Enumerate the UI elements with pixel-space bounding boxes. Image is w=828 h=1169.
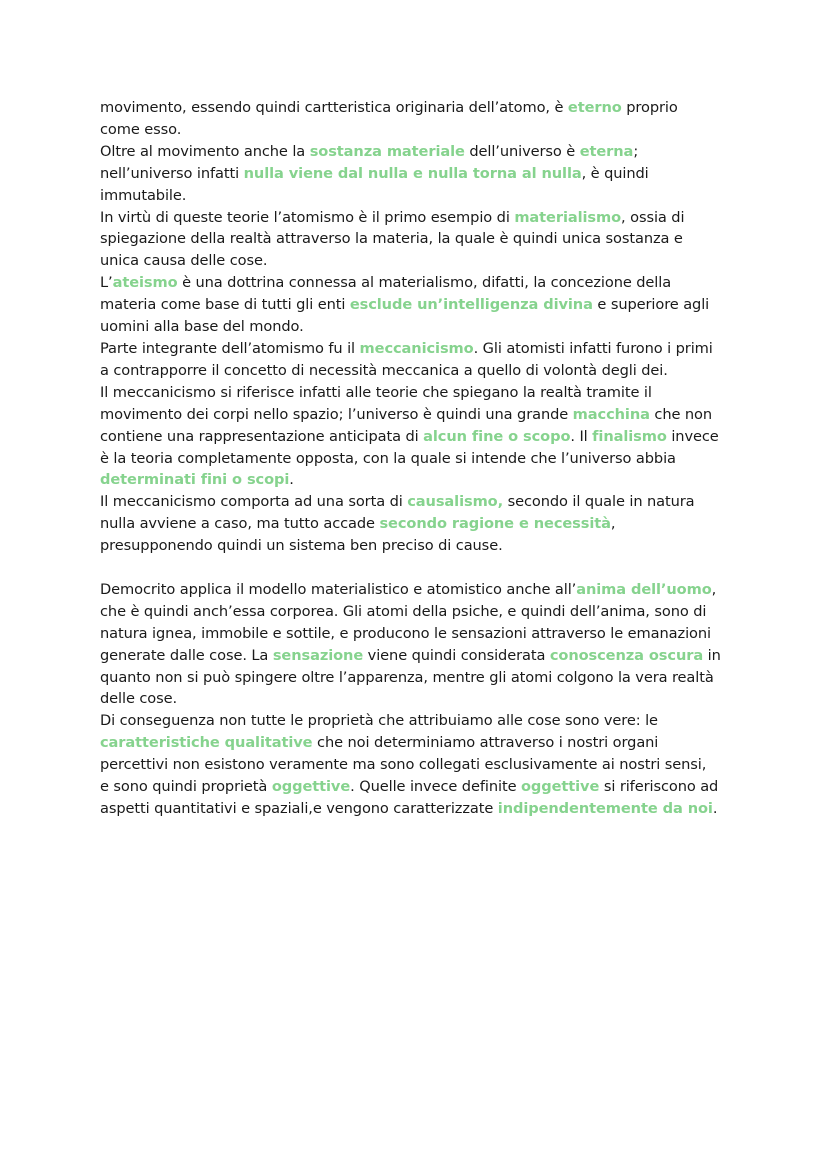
text-line: [100, 207, 740, 229]
text-line: [100, 491, 740, 513]
text-segment: unica causa delle cose.: [100, 252, 268, 270]
text-line: [100, 316, 740, 338]
text-segment: L’: [100, 274, 113, 292]
text-segment: contiene una rappresentazione anticipata di: [100, 427, 424, 445]
text-segment: Il meccanicismo si riferisce infatti alle teorie che spiegano la realtà tramite il: [100, 383, 652, 401]
text-segment: . Gli atomisti infatti furono i primi: [473, 339, 713, 357]
text-segment: dell’universo è: [464, 142, 580, 160]
highlighted-term: nulla viene dal nulla e nulla torna al nulla: [243, 164, 582, 182]
document-body: [100, 97, 740, 820]
text-line: [100, 579, 740, 601]
text-line: [100, 382, 740, 404]
text-segment: è una dottrina connessa al materialismo, difatti, la concezione della: [177, 274, 672, 292]
text-line: [100, 185, 740, 207]
text-line: [100, 426, 740, 448]
text-segment: movimento dei corpi nello spazio; l’universo è quindi una grande: [100, 405, 573, 423]
highlighted-term: sostanza materiale: [309, 142, 465, 160]
text-line: [100, 732, 740, 754]
text-segment: Democrito applica il modello materialistico e atomistico anche all’: [100, 580, 577, 598]
text-segment: spiegazione della realtà attraverso la materia, la quale è quindi unica sostanza e: [100, 230, 683, 248]
text-segment: Oltre al movimento anche la: [100, 142, 310, 160]
text-line: [100, 338, 740, 360]
text-line: [100, 667, 740, 689]
highlighted-term: meccanicismo: [359, 339, 474, 357]
text-segment: presupponendo quindi un sistema ben preciso di cause.: [100, 537, 503, 555]
text-segment: Di conseguenza non tutte le proprietà che attribuiamo alle cose sono vere: le: [100, 712, 658, 730]
text-segment: . Quelle invece definite: [350, 778, 521, 796]
highlighted-term: eterno: [567, 99, 622, 116]
text-segment: proprio: [621, 99, 678, 116]
text-line: [100, 294, 740, 316]
text-line: [100, 141, 740, 163]
text-line: [100, 404, 740, 426]
text-segment: e superiore agli: [592, 296, 710, 314]
highlighted-term: esclude un’intelligenza divina: [349, 296, 593, 314]
text-line: [100, 272, 740, 294]
text-line: [100, 601, 740, 623]
text-segment: . Il: [570, 427, 593, 445]
text-segment: , ossia di: [621, 208, 685, 226]
highlighted-term: alcun fine o scopo: [423, 427, 571, 445]
highlighted-term: causalismo,: [407, 493, 504, 511]
highlighted-term: sensazione: [272, 646, 364, 664]
highlighted-term: anima dell’uomo: [576, 580, 712, 598]
text-line: [100, 645, 740, 667]
highlighted-term: oggettive: [271, 778, 351, 796]
text-segment: nulla avviene a caso, ma tutto accade: [100, 515, 380, 533]
text-segment: in: [703, 646, 721, 664]
text-segment: come esso.: [100, 120, 182, 138]
text-segment: immutabile.: [100, 186, 187, 204]
text-segment: quanto non si può spingere oltre l’apparenza, mentre gli atomi colgono la vera realtà: [100, 668, 714, 686]
text-segment: .: [712, 799, 718, 817]
text-segment: secondo il quale in natura: [503, 493, 695, 511]
text-line: [100, 798, 740, 820]
text-segment: nell’universo infatti: [100, 164, 244, 182]
text-segment: percettivi non esistono veramente ma sono collegati esclusivamente ai nostri sensi,: [100, 756, 707, 774]
text-segment: che non: [649, 405, 713, 423]
text-line: [100, 448, 740, 470]
text-line: [100, 688, 740, 710]
text-line: [100, 513, 740, 535]
highlighted-term: ateismo: [112, 274, 178, 292]
text-line: [100, 710, 740, 732]
highlighted-term: secondo ragione e necessità: [379, 515, 611, 533]
text-segment: movimento, essendo quindi cartteristica originaria dell’atomo, è: [100, 99, 568, 116]
text-line: [100, 119, 740, 141]
text-line: [100, 535, 740, 557]
text-segment: ;: [633, 142, 639, 160]
highlighted-term: indipendentemente da noi: [497, 799, 713, 817]
text-segment: ,: [610, 515, 616, 533]
text-segment: , è quindi: [581, 164, 649, 182]
highlighted-term: determinati fini o scopi: [100, 471, 290, 489]
text-line: [100, 623, 740, 645]
text-segment: è la teoria completamente opposta, con la quale si intende che l’universo abbia: [100, 449, 676, 467]
highlighted-term: materialismo: [514, 208, 622, 226]
text-line: [100, 163, 740, 185]
text-line: [100, 97, 740, 119]
text-segment: Parte integrante dell’atomismo fu il: [100, 339, 360, 357]
text-segment: .: [289, 471, 294, 489]
text-segment: Il meccanicismo comporta ad una sorta di: [100, 493, 408, 511]
text-segment: natura ignea, immobile e sottile, e producono le sensazioni attraverso le emanazioni: [100, 624, 711, 642]
text-line: [100, 469, 740, 491]
text-segment: uomini alla base del mondo.: [100, 318, 304, 336]
text-segment: ,: [711, 580, 717, 598]
text-segment: a contrapporre il concetto di necessità meccanica a quello di volontà degli dei.: [100, 361, 668, 379]
text-segment: aspetti quantitativi e spaziali,e vengono caratterizzate: [100, 799, 498, 817]
text-line: [100, 754, 740, 776]
text-segment: delle cose.: [100, 690, 178, 708]
text-segment: si riferiscono ad: [599, 778, 719, 796]
text-line: [100, 228, 740, 250]
text-segment: e sono quindi proprietà: [100, 778, 272, 796]
text-segment: invece: [666, 427, 719, 445]
text-segment: che è quindi anch’essa corporea. Gli atomi della psiche, e quindi dell’anima, sono di: [100, 602, 707, 620]
text-line: [100, 776, 740, 798]
text-line: [100, 250, 740, 272]
paragraph-spacer: [100, 557, 740, 579]
highlighted-term: oggettive: [520, 778, 600, 796]
highlighted-term: caratteristiche qualitative: [100, 734, 313, 752]
highlighted-term: macchina: [572, 405, 650, 423]
highlighted-term: eterna: [579, 142, 634, 160]
text-segment: generate dalle cose. La: [100, 646, 273, 664]
text-segment: viene quindi considerata: [363, 646, 550, 664]
highlighted-term: finalismo: [592, 427, 667, 445]
text-segment: che noi determiniamo attraverso i nostri organi: [312, 734, 659, 752]
text-segment: In virtù di queste teorie l’atomismo è il primo esempio di: [100, 208, 515, 226]
highlighted-term: conoscenza oscura: [549, 646, 704, 664]
text-line: [100, 360, 740, 382]
text-segment: materia come base di tutti gli enti: [100, 296, 350, 314]
